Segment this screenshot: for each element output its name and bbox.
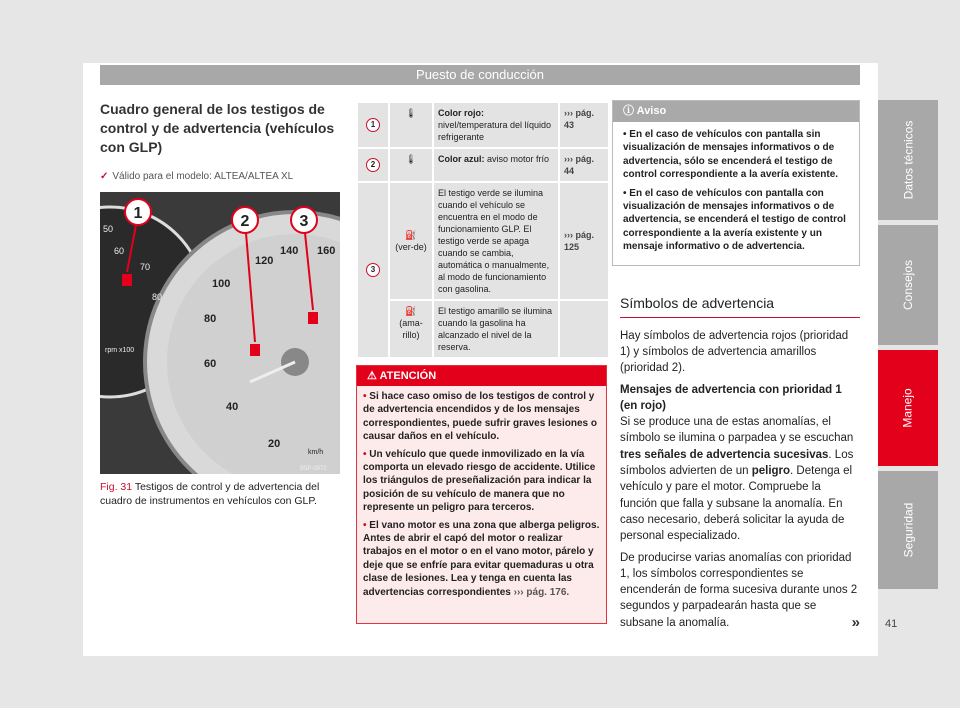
page-header: Puesto de conducción xyxy=(100,65,860,85)
tick: 40 xyxy=(226,401,239,413)
item-text: En el caso de vehículos con pantalla con visualización de mensajes informativos o de advertencia, se encenderá el testigo de control correspondiente a la avería existente y un mensaje informativo o de advertencia. xyxy=(623,187,846,253)
indicator-table xyxy=(356,101,610,359)
tick: 160 xyxy=(317,245,336,257)
subheading: Mensajes de advertencia con prioridad 1 (en rojo) xyxy=(620,383,842,412)
list-item: • En el caso de vehículos con pantalla sin visualización de mensajes informativos o de advertencia, sólo se encenderá el testigo de control correspondiente a la avería existente. xyxy=(623,129,839,181)
list-item: • En el caso de vehículos con pantalla con visualización de mensajes informativos o de advertencia, se encenderá el testigo de control correspondiente a la avería existente y un mensaje informativo o de advertencia. xyxy=(623,187,846,253)
figure-code: B5P-0972 xyxy=(300,466,327,472)
figure-caption xyxy=(100,480,340,508)
text: Si se produce una de estas anomalías, el símbolo se ilumina o parpadea y se escuchan xyxy=(620,416,854,445)
continue-marker: » xyxy=(851,613,860,631)
info-icon: ⓘ xyxy=(623,105,634,117)
text: . Detenga el vehículo y pare el motor. Compruebe la función que falla y subsane la anomalía. En caso necesario, deberá solicitar la ayuda de personal especializado. xyxy=(620,465,853,543)
warning-triangle-icon: ⚠ xyxy=(367,370,377,382)
tab-label: Consejos xyxy=(901,259,915,311)
page-number: 41 xyxy=(885,618,898,630)
table-row xyxy=(358,149,608,181)
text: . Los símbolos advierten de un xyxy=(620,448,854,478)
caption-label: Fig. 31 xyxy=(100,481,133,493)
caption-text: Testigos de control y de advertencia del cuadro de instrumentos en vehículos con GLP. xyxy=(100,481,320,507)
section-heading: Símbolos de advertencia xyxy=(620,294,860,318)
tick: 50 xyxy=(103,224,114,234)
item-text: Un vehículo que quede inmovilizado en la vía comporta un elevado riesgo de accidente. Utilice los triángulos de preseñalización para indicar la posición de su vehículo de manera que no represente un peligro para terceros. xyxy=(363,448,596,514)
color-label: Color rojo: xyxy=(438,108,484,118)
tick: 80 xyxy=(152,292,163,302)
left-column xyxy=(100,100,340,508)
table-row xyxy=(358,301,608,357)
section-title: Cuadro general de los testigos de control y de advertencia (vehículos con GLP) xyxy=(100,101,335,155)
rpm-unit: rpm x100 xyxy=(105,347,135,354)
table-row xyxy=(358,183,608,299)
middle-column xyxy=(356,101,612,624)
list-item: • El vano motor es una zona que alberga peligros. Antes de abrir el capó del motor o realizar trabajos en el motor o en el vano motor, párelo y deje que se enfríe para evitar quemaduras u otra clase de lesiones. Lea y tenga en cuenta las advertencias correspondientes ››› pág. 176. xyxy=(363,519,600,598)
list-item: • Si hace caso omiso de los testigos de control y de advertencia encendidos y de los mensajes correspondientes, puede sufrir graves lesiones o causar daños en el vehículo. xyxy=(363,391,597,443)
attention-title: ATENCIÓN xyxy=(379,370,437,382)
dashboard-figure xyxy=(100,192,340,474)
tick: 120 xyxy=(255,255,274,267)
paragraph xyxy=(620,414,860,544)
color-note: (ama-rillo) xyxy=(399,318,423,340)
page-link[interactable]: ››› pág. 176. xyxy=(513,586,570,598)
paragraph: Hay símbolos de advertencia rojos (prioridad 1) y símbolos de advertencia amarillos (prioridad 2). xyxy=(620,329,849,375)
page-link[interactable]: ››› pág. 43 xyxy=(560,103,608,147)
right-column xyxy=(612,100,862,636)
tab-label: Datos técnicos xyxy=(901,120,916,200)
tick: 60 xyxy=(204,358,217,370)
color-label: Color azul: xyxy=(438,154,485,164)
row-number: 3 xyxy=(366,263,380,277)
coolant-icon: 🌡 xyxy=(390,149,432,181)
notice-box xyxy=(612,100,860,266)
row-text: El testigo verde se ilumina cuando el vehículo se encuentra en el modo de funcionamiento GLP. El testigo verde se apaga cuando se cambia, automática o manualmente, al modo de funcionamiento con gasolina. xyxy=(434,183,558,299)
page-link[interactable]: ››› pág. 125 xyxy=(560,183,608,299)
tab-consejos[interactable] xyxy=(878,225,938,345)
item-text: En el caso de vehículos con pantalla sin visualización de mensajes informativos o de advertencia, sólo se encenderá el testigo de control correspondiente a la avería existente. xyxy=(623,129,839,181)
attention-box xyxy=(356,365,607,624)
row-number: 1 xyxy=(366,118,380,132)
check-icon: ✓ xyxy=(100,171,109,182)
lpg-fuel-icon: ⛽ xyxy=(405,306,417,316)
tick: 20 xyxy=(268,438,281,450)
page-link[interactable]: ››› pág. 44 xyxy=(560,149,608,181)
callout-3: 3 xyxy=(299,213,309,230)
tick: 100 xyxy=(212,278,231,290)
paragraph xyxy=(620,550,860,631)
list-item: • Un vehículo que quede inmovilizado en la vía comporta un elevado riesgo de accidente. Utilice los triángulos de preseñalización para indicar la posición de su vehículo de manera que no represente un peligro para terceros. xyxy=(363,448,596,514)
tick: 80 xyxy=(204,313,217,325)
table-row xyxy=(358,103,608,147)
tab-manejo[interactable] xyxy=(878,350,938,466)
row-text: aviso motor frío xyxy=(487,154,550,164)
validity-text: Válido para el modelo: ALTEA/ALTEA XL xyxy=(112,171,294,182)
notice-title: Aviso xyxy=(636,105,667,117)
row-text: El testigo amarillo se ilumina cuando la gasolina ha alcanzado el nivel de la reserva. xyxy=(434,301,558,357)
callout-2: 2 xyxy=(240,213,250,230)
tab-label: Seguridad xyxy=(901,502,915,558)
item-text: El vano motor es una zona que alberga peligros. Antes de abrir el capó del motor o realizar trabajos en el motor o en el vano motor, párelo y deje que se enfríe para evitar quemaduras u otra clase de lesiones. Lea y tenga en cuenta las advertencias correspondientes xyxy=(363,519,600,598)
callout-1: 1 xyxy=(133,205,143,222)
item-text: Si hace caso omiso de los testigos de control y de advertencia encendidos y de los mensajes correspondientes, puede sufrir graves lesiones o causar daños en el vehículo. xyxy=(363,391,597,443)
text: tres señales de advertencia sucesivas xyxy=(620,448,829,461)
tab-datos-tecnicos[interactable] xyxy=(878,100,938,220)
tick: 70 xyxy=(140,262,151,272)
row-number: 2 xyxy=(366,158,380,172)
paragraph-text: De producirse varias anomalías con prioridad 1, los símbolos correspondientes se encenderán de forma sucesiva durante unos 2 segundos y parpadearán hasta que se subsane la anomalía. xyxy=(620,551,858,629)
validity-note xyxy=(100,169,340,184)
section-body xyxy=(620,328,860,631)
tick: 140 xyxy=(280,245,299,257)
row-text: nivel/temperatura del líquido refrigerante xyxy=(438,120,552,142)
tick: 60 xyxy=(114,246,125,256)
tab-label: Manejo xyxy=(900,388,915,428)
tab-seguridad[interactable] xyxy=(878,471,938,589)
text: peligro xyxy=(751,465,791,478)
coolant-icon: 🌡 xyxy=(390,103,432,147)
speed-unit: km/h xyxy=(308,449,324,456)
color-note: (ver-de) xyxy=(395,242,427,252)
lpg-fuel-icon: ⛽ xyxy=(405,230,417,240)
